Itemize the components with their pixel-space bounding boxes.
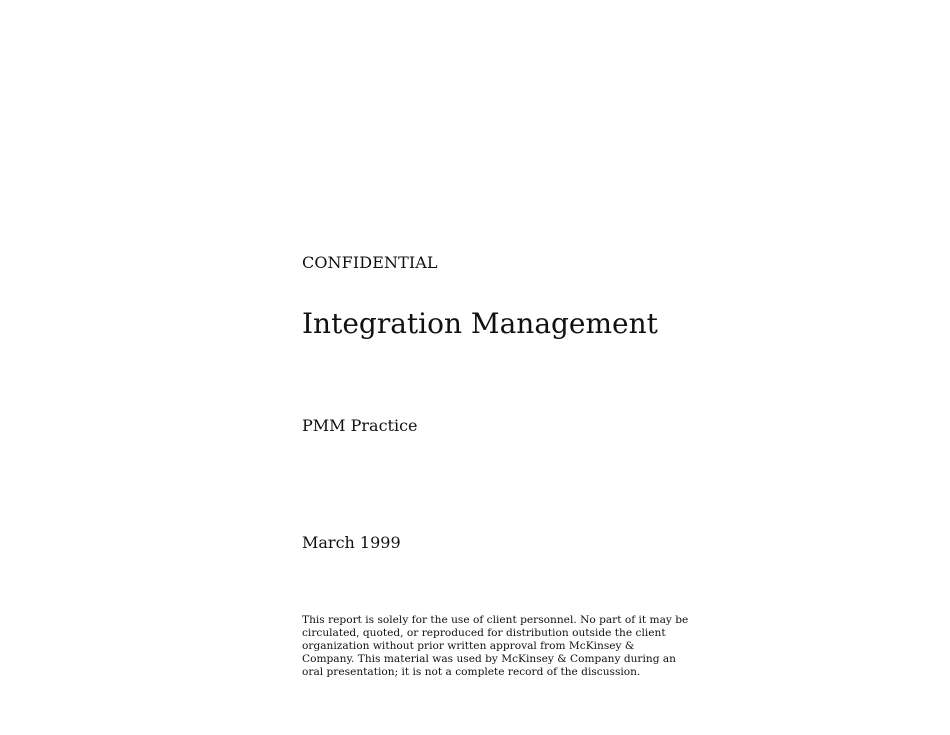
document-title: Integration Management: [302, 307, 658, 340]
disclaimer-line: This report is solely for the use of client personnel. No part of it may be: [302, 614, 689, 626]
disclaimer-text: [302, 614, 689, 679]
disclaimer-line: organization without prior written approval from McKinsey &: [302, 640, 635, 652]
practice-name: PMM Practice: [302, 416, 418, 435]
document-date: March 1999: [302, 533, 401, 552]
disclaimer-line: oral presentation; it is not a complete record of the discussion.: [302, 666, 641, 678]
confidential-label: CONFIDENTIAL: [302, 253, 438, 272]
disclaimer-line: Company. This material was used by McKinsey & Company during an: [302, 653, 676, 665]
disclaimer-line: circulated, quoted, or reproduced for distribution outside the client: [302, 627, 666, 639]
